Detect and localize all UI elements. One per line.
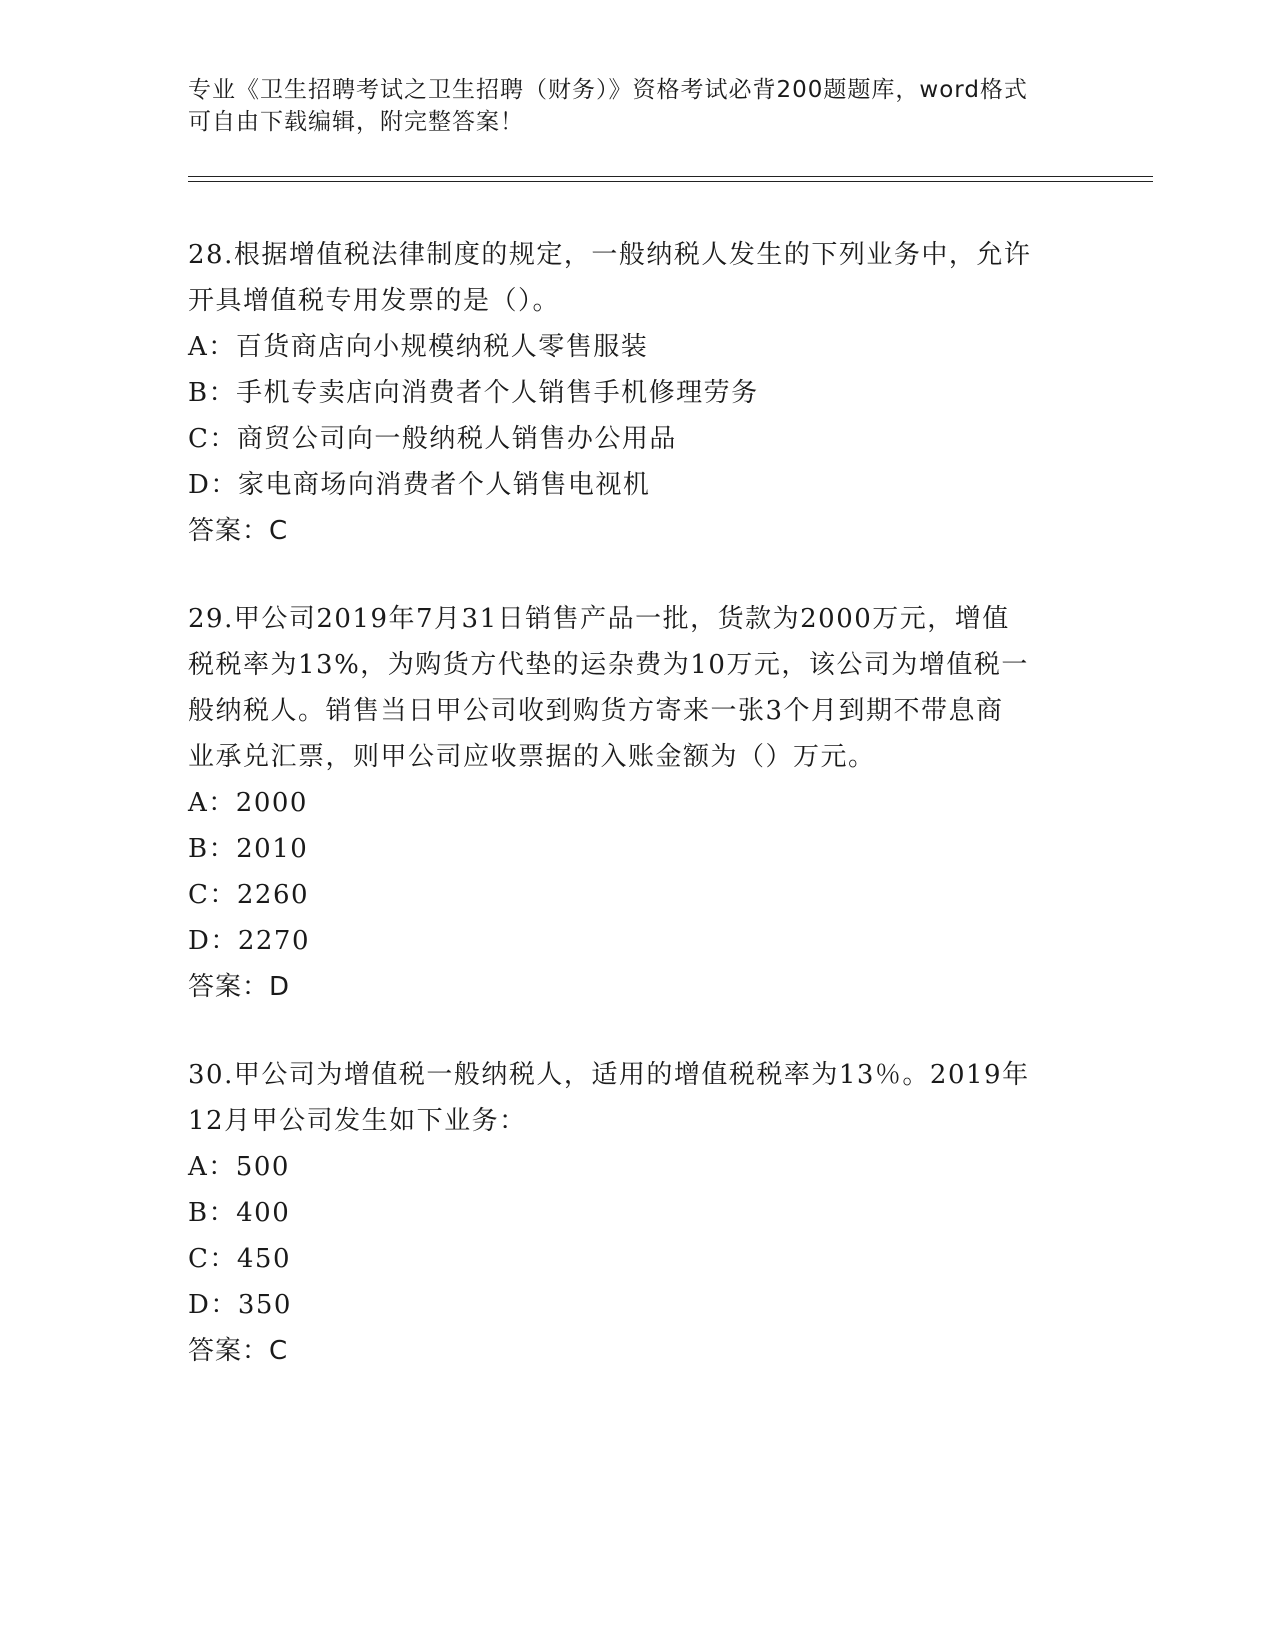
answer-label: 答案：C (188, 1336, 289, 1366)
question-stem-line: 税税率为13%，为购货方代垫的运杂费为10万元，该公司为增值税一 (188, 650, 1029, 680)
question-stem-line: 29.甲公司2019年7月31日销售产品一批，货款为2000万元，增值 (188, 604, 1010, 634)
option-c: C：商贸公司向一般纳税人销售办公用品 (188, 424, 677, 454)
answer-label: 答案：C (188, 516, 289, 546)
option-d: D：350 (188, 1290, 292, 1320)
option-c: C：450 (188, 1244, 292, 1274)
header-divider (188, 181, 1153, 182)
option-d: D：2270 (188, 926, 311, 956)
header-divider (188, 176, 1153, 177)
option-a: A：2000 (188, 788, 308, 818)
option-a: A：500 (188, 1152, 290, 1182)
question-stem-line: 30.甲公司为增值税一般纳税人，适用的增值税税率为13％。2019年 (188, 1060, 1030, 1090)
option-c: C：2260 (188, 880, 310, 910)
question-stem-line: 般纳税人。销售当日甲公司收到购货方寄来一张3个月到期不带息商 (188, 696, 1004, 726)
option-b: B：2010 (188, 834, 309, 864)
question-29 (188, 596, 1088, 1010)
question-30 (188, 1052, 1088, 1374)
question-stem-line: 12月甲公司发生如下业务： (188, 1106, 527, 1136)
question-stem-line: 开具增值税专用发票的是（）。 (188, 286, 561, 316)
question-stem-line: 业承兑汇票，则甲公司应收票据的入账金额为（）万元。 (188, 742, 876, 772)
option-b: B：400 (188, 1198, 291, 1228)
header-line: 专业《卫生招聘考试之卫生招聘（财务）》资格考试必背200题题库，word格式 (188, 77, 1028, 103)
option-d: D：家电商场向消费者个人销售电视机 (188, 470, 651, 500)
header-line: 可自由下载编辑，附完整答案！ (188, 109, 524, 135)
answer-label: 答案：D (188, 972, 291, 1002)
question-28 (188, 232, 1088, 554)
option-a: A：百货商店向小规模纳税人零售服装 (188, 332, 649, 362)
document-header (188, 74, 1088, 138)
question-stem-line: 28.根据增值税法律制度的规定，一般纳税人发生的下列业务中，允许 (188, 240, 1032, 270)
option-b: B：手机专卖店向消费者个人销售手机修理劳务 (188, 378, 759, 408)
